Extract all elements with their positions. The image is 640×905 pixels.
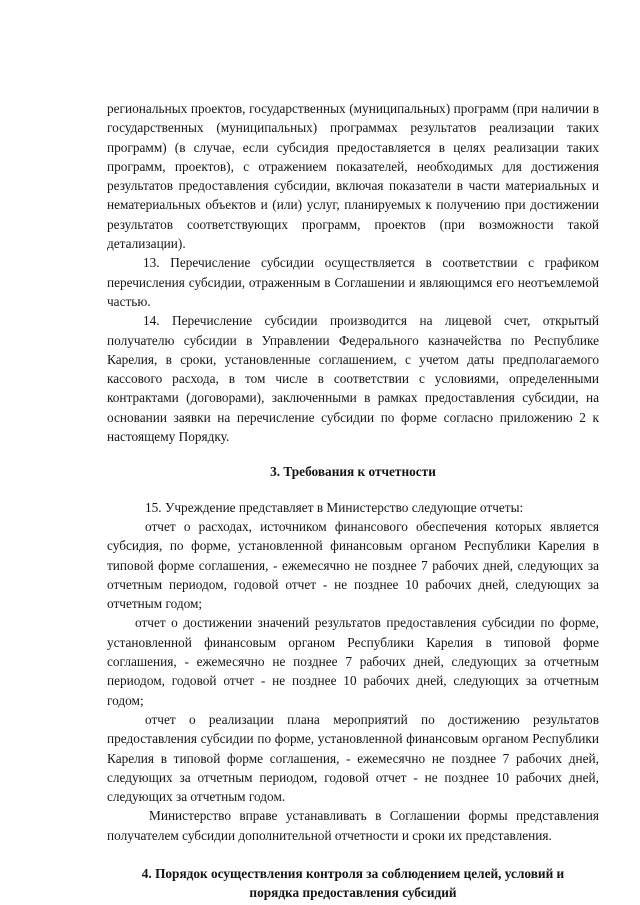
- paragraph-14: 14. Перечисление субсидии производится на лицевой счет, открытый получателю субсидии в Управлении Федерального казначейства по Республике Карелия, в сроки, установленные соглашением, с учетом даты предполагаемого кассового расхода, в том числе в соответствии с условиями, определенными контрактами (договорами), заключенными в рамках предоставления субсидии, на основании заявки на перечисление субсидии по форме согласно приложению 2 к настоящему Порядку.: [107, 313, 599, 445]
- report-expenses: отчет о расходах, источником финансового обеспечения которых является субсидия, по форме, установленной финансовым органом Республики Карелия в типовой форме соглашения, - ежемесячно не позднее 7 рабочих дней, следующих за отчетным периодом, годовой отчет - не позднее 10 рабочих дней, следующих за отчетным годом;: [107, 518, 599, 612]
- paragraph-13: 13. Перечисление субсидии осуществляется в соответствии с графиком перечисления субсидии, отраженным в Соглашении и являющимся его неотъемлемой частью.: [107, 255, 599, 309]
- paragraph-ministry-right: Министерство вправе устанавливать в Соглашении формы представления получателем субсидии дополнительной отчетности и сроки их представления.: [107, 808, 599, 843]
- report-results: отчет о достижении значений результатов предоставления субсидии по форме, установленной финансовым органом Республики Карелия в типовой форме соглашения, - ежемесячно не позднее 7 рабочих дней, следующих за отчетным периодом, годовой отчет - не позднее 10 рабочих дней, следующих за отчетным годом;: [107, 615, 599, 708]
- paragraph-15: 15. Учреждение представляет в Министерство следующие отчеты:: [145, 499, 524, 515]
- section-3-heading: 3. Требования к отчетности: [270, 464, 436, 480]
- section-4-heading: 4. Порядок осуществления контроля за соблюдением целей, условий и порядка предоставления субсидий: [141, 865, 565, 901]
- document-body: [107, 99, 599, 903]
- paragraph-intro: региональных проектов, государственных (муниципальных) программ (при наличии в государственных (муниципальных) программах результатов реализации таких программ) (в случае, если субсидия предоставляется в целях реализации таких программ, проектов), с отражением показателей, необходимых для достижения результатов предоставления субсидии, включая показатели в части материальных и нематериальных объектов и (или) услуг, планируемых к получению при достижении результатов соответствующих программ, проектов (при возможности такой детализации).: [107, 101, 599, 252]
- report-plan: отчет о реализации плана мероприятий по достижению результатов предоставления субсидии по форме, установленной финансовым органом Республики Карелия в типовой форме соглашения, - ежемесячно не позднее 7 рабочих дней, следующих за отчетным периодом, годовой отчет - не позднее 10 рабочих дней, следующих за отчетным годом.: [107, 711, 599, 805]
